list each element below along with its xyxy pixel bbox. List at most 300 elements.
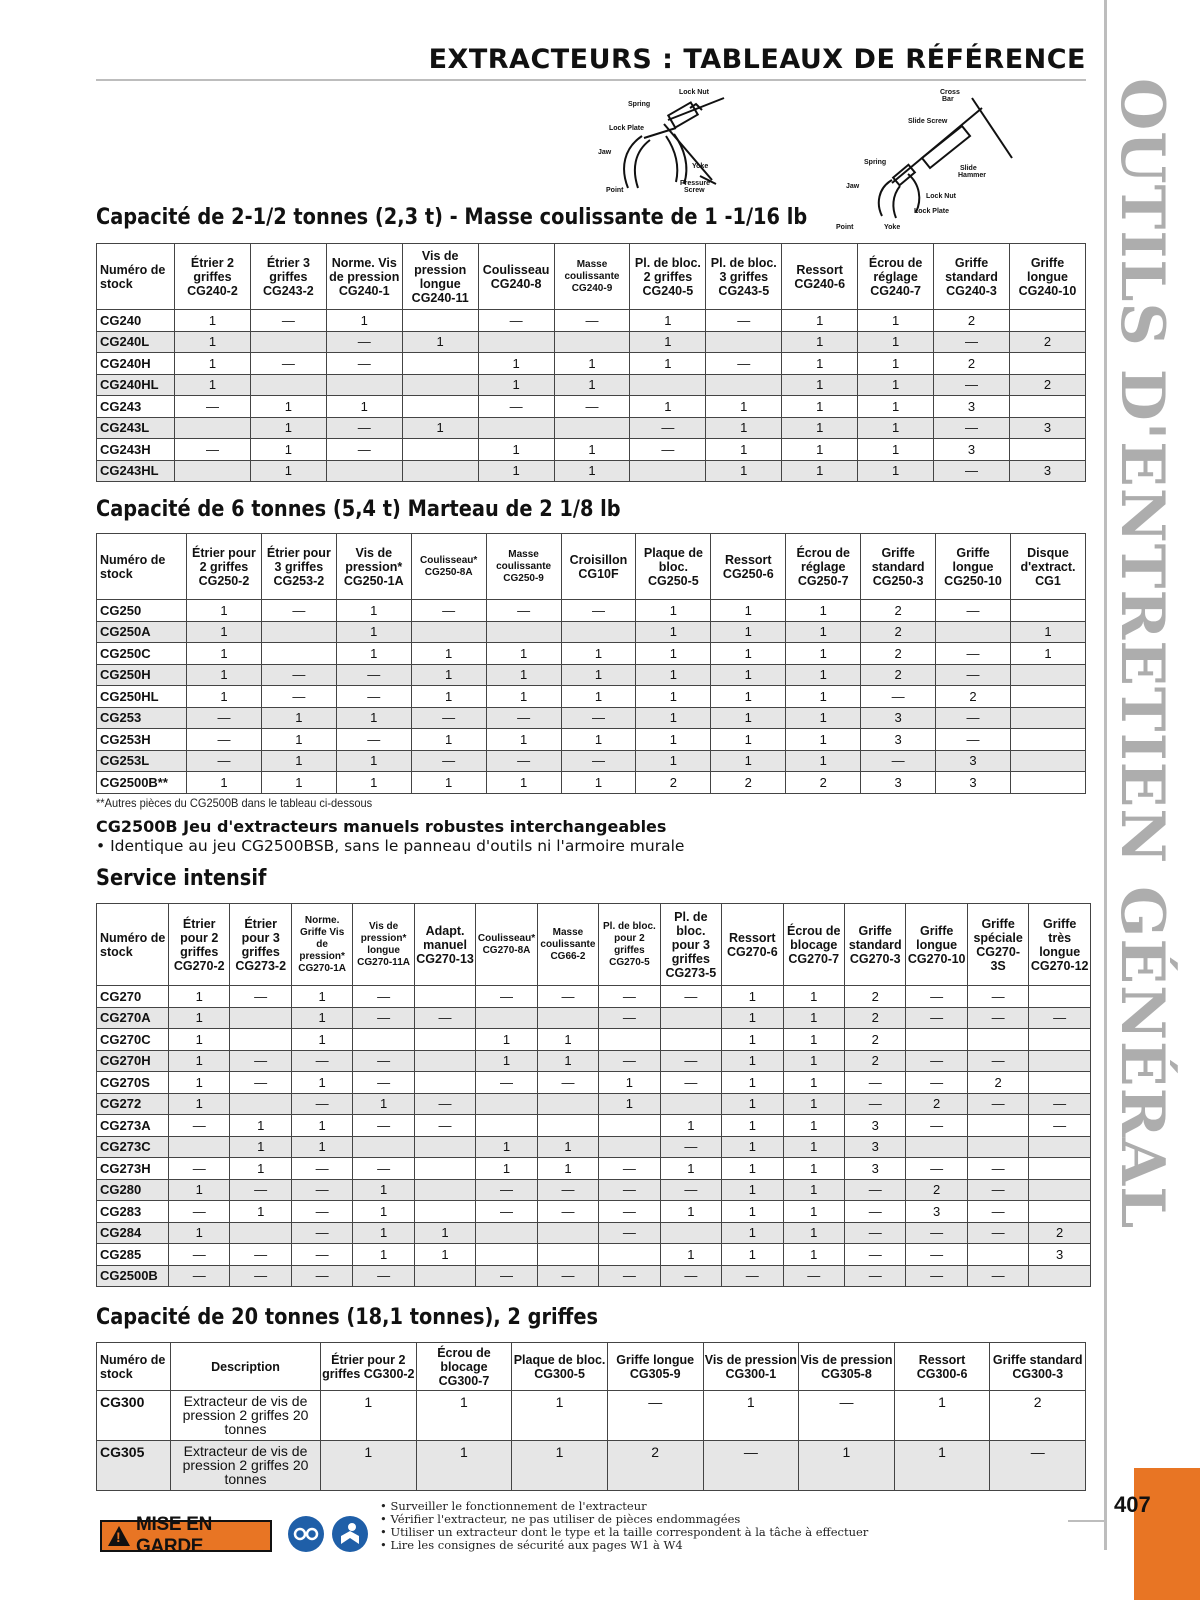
- table-row: [97, 1093, 1091, 1115]
- table-6-ton: [96, 533, 1086, 794]
- label-yoke: Yoke: [884, 224, 901, 231]
- table-row: [97, 331, 1086, 353]
- label-cross-bar-1: Cross: [940, 89, 960, 96]
- quantity-cell: 1: [782, 439, 858, 461]
- column-header: Griffe spéciale CG270-3S: [967, 904, 1028, 986]
- quantity-cell: 3: [844, 1136, 905, 1158]
- quantity-cell: —: [660, 1050, 721, 1072]
- quantity-cell: —: [353, 1007, 414, 1029]
- quantity-cell: —: [230, 1179, 291, 1201]
- table-row: [97, 1136, 1091, 1158]
- column-header: Numéro de stock: [97, 1343, 171, 1391]
- quantity-cell: —: [476, 986, 537, 1008]
- quantity-cell: —: [967, 986, 1028, 1008]
- quantity-cell: 1: [782, 417, 858, 439]
- quantity-cell: 1: [169, 986, 230, 1008]
- quantity-cell: —: [291, 1201, 352, 1223]
- safety-note: • Vérifier l'extracteur, ne pas utiliser de pièces endommagées: [380, 1513, 868, 1526]
- quantity-cell: 3: [1009, 460, 1085, 482]
- quantity-cell: 1: [169, 1179, 230, 1201]
- quantity-cell: 1: [630, 353, 706, 375]
- label-spring: Spring: [864, 159, 887, 166]
- quantity-cell: 1: [512, 1441, 608, 1491]
- quantity-cell: 1: [783, 1093, 844, 1115]
- quantity-cell: —: [476, 1072, 537, 1094]
- quantity-cell: 3: [844, 1115, 905, 1137]
- quantity-cell: 1: [783, 1029, 844, 1051]
- quantity-cell: 1: [858, 331, 934, 353]
- quantity-cell: —: [353, 1115, 414, 1137]
- quantity-cell: 3: [906, 1201, 967, 1223]
- quantity-cell: —: [1029, 1007, 1091, 1029]
- quantity-cell: [660, 1093, 721, 1115]
- quantity-cell: —: [336, 686, 411, 708]
- table-row: [97, 750, 1086, 772]
- quantity-cell: —: [353, 1265, 414, 1287]
- quantity-cell: [402, 396, 478, 418]
- table-heavy-duty: [96, 903, 1091, 1287]
- quantity-cell: —: [326, 353, 402, 375]
- quantity-cell: —: [967, 1093, 1028, 1115]
- quantity-cell: [414, 1158, 475, 1180]
- quantity-cell: 1: [187, 664, 262, 686]
- column-header: Coulisseau* CG270-8A: [476, 904, 537, 986]
- footnote-cg2500b: **Autres pièces du CG2500B dans le tableau ci-dessous: [96, 796, 373, 810]
- stock-number-cell: CG250: [97, 600, 187, 622]
- quantity-cell: 2: [711, 772, 786, 794]
- quantity-cell: 1: [169, 1007, 230, 1029]
- quantity-cell: 1: [291, 1115, 352, 1137]
- quantity-cell: 1: [414, 1244, 475, 1266]
- quantity-cell: —: [187, 750, 262, 772]
- quantity-cell: [486, 621, 561, 643]
- quantity-cell: —: [934, 460, 1010, 482]
- quantity-cell: [1009, 310, 1085, 332]
- section-title-6-ton: Capacité de 6 tonnes (5,4 t) Marteau de 2 1/8 lb: [96, 497, 621, 522]
- quantity-cell: —: [906, 1050, 967, 1072]
- quantity-cell: [402, 439, 478, 461]
- table-row: [97, 600, 1086, 622]
- quantity-cell: —: [599, 1050, 660, 1072]
- quantity-cell: 2: [636, 772, 711, 794]
- quantity-cell: [554, 331, 630, 353]
- quantity-cell: —: [906, 1158, 967, 1180]
- quantity-cell: —: [169, 1115, 230, 1137]
- quantity-cell: [630, 460, 706, 482]
- table-row: [97, 1201, 1091, 1223]
- quantity-cell: —: [250, 353, 326, 375]
- quantity-cell: —: [175, 439, 251, 461]
- warning-triangle-icon: [108, 1526, 130, 1546]
- quantity-cell: [476, 1244, 537, 1266]
- column-header: Plaque de bloc. CG300-5: [512, 1343, 608, 1391]
- quantity-cell: —: [967, 1265, 1028, 1287]
- quantity-cell: 1: [554, 353, 630, 375]
- quantity-cell: [414, 1072, 475, 1094]
- quantity-cell: 3: [1009, 417, 1085, 439]
- column-header: Numéro de stock: [97, 904, 169, 986]
- table-row: [97, 643, 1086, 665]
- quantity-cell: 1: [250, 396, 326, 418]
- quantity-cell: 2: [1009, 331, 1085, 353]
- column-header: Étrier 3 griffes CG243-2: [250, 244, 326, 310]
- table-row: [97, 1158, 1091, 1180]
- quantity-cell: 1: [782, 460, 858, 482]
- stock-number-cell: CG250A: [97, 621, 187, 643]
- quantity-cell: 1: [537, 1158, 598, 1180]
- quantity-cell: [706, 374, 782, 396]
- quantity-cell: 1: [660, 1244, 721, 1266]
- quantity-cell: —: [660, 1179, 721, 1201]
- quantity-cell: 1: [486, 664, 561, 686]
- quantity-cell: —: [844, 1244, 905, 1266]
- quantity-cell: 1: [261, 707, 336, 729]
- column-header: Masse coulissante CG66-2: [537, 904, 598, 986]
- quantity-cell: —: [934, 331, 1010, 353]
- quantity-cell: —: [630, 439, 706, 461]
- quantity-cell: —: [291, 1222, 352, 1244]
- quantity-cell: 3: [861, 772, 936, 794]
- quantity-cell: 1: [786, 621, 861, 643]
- puller-diagram-1: [598, 88, 754, 200]
- quantity-cell: [1029, 1179, 1091, 1201]
- quantity-cell: 1: [561, 772, 636, 794]
- column-header: Vis de pression CG305-8: [799, 1343, 895, 1391]
- quantity-cell: [261, 621, 336, 643]
- quantity-cell: —: [906, 1265, 967, 1287]
- quantity-cell: 1: [291, 1007, 352, 1029]
- quantity-cell: 1: [537, 1136, 598, 1158]
- quantity-cell: [402, 353, 478, 375]
- table-row: [97, 1072, 1091, 1094]
- quantity-cell: —: [169, 1265, 230, 1287]
- quantity-cell: —: [599, 1265, 660, 1287]
- quantity-cell: 1: [353, 1244, 414, 1266]
- quantity-cell: [599, 1115, 660, 1137]
- stock-number-cell: CG240: [97, 310, 175, 332]
- stock-number-cell: CG285: [97, 1244, 169, 1266]
- quantity-cell: —: [537, 986, 598, 1008]
- quantity-cell: 1: [561, 664, 636, 686]
- column-header: Coulisseau* CG250-8A: [411, 534, 486, 600]
- table-row: [97, 439, 1086, 461]
- quantity-cell: [599, 1244, 660, 1266]
- column-header: Pl. de bloc. pour 2 griffes CG270-5: [599, 904, 660, 986]
- quantity-cell: —: [936, 707, 1011, 729]
- quantity-cell: 2: [1009, 374, 1085, 396]
- quantity-cell: 2: [607, 1441, 703, 1491]
- column-header: Ressort CG240-6: [782, 244, 858, 310]
- quantity-cell: 1: [353, 1222, 414, 1244]
- quantity-cell: 1: [630, 331, 706, 353]
- quantity-cell: 1: [894, 1391, 990, 1441]
- stock-number-cell: CG270S: [97, 1072, 169, 1094]
- table-row: [97, 986, 1091, 1008]
- column-header: Ressort CG270-6: [722, 904, 783, 986]
- kit-bullet: • Identique au jeu CG2500BSB, sans le panneau d'outils ni l'armoire murale: [96, 837, 685, 855]
- quantity-cell: [169, 1136, 230, 1158]
- label-point: Point: [606, 187, 624, 194]
- quantity-cell: [1029, 986, 1091, 1008]
- quantity-cell: [230, 1007, 291, 1029]
- quantity-cell: —: [861, 750, 936, 772]
- quantity-cell: 1: [782, 353, 858, 375]
- quantity-cell: 1: [786, 664, 861, 686]
- quantity-cell: 1: [561, 729, 636, 751]
- quantity-cell: 2: [861, 600, 936, 622]
- column-header: Griffe très longue CG270-12: [1029, 904, 1091, 986]
- table-2-5-ton: [96, 243, 1086, 482]
- safety-goggles-icon: [288, 1516, 324, 1552]
- table-row: [97, 686, 1086, 708]
- table-row: [97, 1244, 1091, 1266]
- quantity-cell: 1: [783, 1158, 844, 1180]
- quantity-cell: 1: [711, 750, 786, 772]
- quantity-cell: —: [336, 729, 411, 751]
- quantity-cell: [1010, 729, 1085, 751]
- quantity-cell: 1: [230, 1136, 291, 1158]
- quantity-cell: 1: [187, 600, 262, 622]
- quantity-cell: —: [706, 353, 782, 375]
- quantity-cell: —: [414, 1115, 475, 1137]
- quantity-cell: 1: [722, 1115, 783, 1137]
- table-row: [97, 772, 1086, 794]
- quantity-cell: —: [353, 1072, 414, 1094]
- column-header: Griffe standard CG240-3: [934, 244, 1010, 310]
- quantity-cell: —: [936, 643, 1011, 665]
- quantity-cell: 3: [934, 396, 1010, 418]
- quantity-cell: [1029, 1201, 1091, 1223]
- quantity-cell: —: [783, 1265, 844, 1287]
- quantity-cell: 2: [861, 643, 936, 665]
- quantity-cell: [906, 1029, 967, 1051]
- quantity-cell: 1: [722, 1179, 783, 1201]
- safety-note: • Lire les consignes de sécurité aux pages W1 à W4: [380, 1539, 868, 1552]
- quantity-cell: 1: [187, 643, 262, 665]
- quantity-cell: 1: [783, 1115, 844, 1137]
- label-slide-screw: Slide Screw: [908, 118, 948, 125]
- table-row: [97, 707, 1086, 729]
- quantity-cell: [476, 1222, 537, 1244]
- column-header: Vis de pression* longue CG270-11A: [353, 904, 414, 986]
- quantity-cell: 1: [336, 600, 411, 622]
- column-header: Étrier pour 3 griffes CG253-2: [261, 534, 336, 600]
- label-yoke: Yoke: [692, 163, 709, 170]
- stock-number-cell: CG243: [97, 396, 175, 418]
- quantity-cell: —: [599, 1222, 660, 1244]
- quantity-cell: 1: [782, 396, 858, 418]
- quantity-cell: [476, 1007, 537, 1029]
- column-header: Étrier pour 2 griffes CG250-2: [187, 534, 262, 600]
- stock-number-cell: CG283: [97, 1201, 169, 1223]
- label-lock-plate: Lock Plate: [914, 208, 950, 215]
- quantity-cell: —: [561, 707, 636, 729]
- quantity-cell: 1: [175, 353, 251, 375]
- quantity-cell: [230, 1093, 291, 1115]
- quantity-cell: 1: [636, 729, 711, 751]
- stock-number-cell: CG253: [97, 707, 187, 729]
- quantity-cell: 1: [512, 1391, 608, 1441]
- column-header: Griffe longue CG250-10: [936, 534, 1011, 600]
- quantity-cell: —: [291, 1093, 352, 1115]
- label-slide-hammer-2: Hammer: [958, 172, 987, 179]
- quantity-cell: [1029, 1265, 1091, 1287]
- quantity-cell: 1: [858, 353, 934, 375]
- column-header: Étrier pour 3 griffes CG273-2: [230, 904, 291, 986]
- quantity-cell: [967, 1244, 1028, 1266]
- quantity-cell: 1: [411, 729, 486, 751]
- stock-number-cell: CG270: [97, 986, 169, 1008]
- column-header: Griffe standard CG270-3: [844, 904, 905, 986]
- table-row: [97, 1029, 1091, 1051]
- quantity-cell: 1: [169, 1093, 230, 1115]
- quantity-cell: 2: [906, 1179, 967, 1201]
- stock-number-cell: CG253H: [97, 729, 187, 751]
- quantity-cell: [1010, 686, 1085, 708]
- quantity-cell: —: [599, 1158, 660, 1180]
- quantity-cell: 1: [250, 460, 326, 482]
- stock-number-cell: CG305: [97, 1441, 171, 1491]
- stock-number-cell: CG300: [97, 1391, 171, 1441]
- quantity-cell: —: [934, 417, 1010, 439]
- quantity-cell: 1: [476, 1158, 537, 1180]
- quantity-cell: 1: [706, 439, 782, 461]
- table-row: [97, 1179, 1091, 1201]
- column-header: Vis de pression* CG250-1A: [336, 534, 411, 600]
- quantity-cell: [414, 1265, 475, 1287]
- quantity-cell: —: [250, 310, 326, 332]
- quantity-cell: 1: [783, 1179, 844, 1201]
- label-point: Point: [836, 224, 854, 231]
- quantity-cell: —: [291, 1158, 352, 1180]
- quantity-cell: 1: [1010, 621, 1085, 643]
- quantity-cell: —: [486, 750, 561, 772]
- quantity-cell: 1: [711, 600, 786, 622]
- quantity-cell: —: [599, 1179, 660, 1201]
- quantity-cell: [599, 1029, 660, 1051]
- quantity-cell: —: [353, 1050, 414, 1072]
- quantity-cell: —: [169, 1158, 230, 1180]
- quantity-cell: —: [291, 1244, 352, 1266]
- quantity-cell: [660, 1222, 721, 1244]
- quantity-cell: 1: [261, 750, 336, 772]
- quantity-cell: —: [537, 1201, 598, 1223]
- quantity-cell: —: [353, 1158, 414, 1180]
- stock-number-cell: CG270A: [97, 1007, 169, 1029]
- quantity-cell: —: [906, 986, 967, 1008]
- quantity-cell: 1: [291, 986, 352, 1008]
- quantity-cell: 1: [711, 664, 786, 686]
- quantity-cell: 1: [786, 686, 861, 708]
- quantity-cell: [250, 331, 326, 353]
- quantity-cell: [476, 1115, 537, 1137]
- quantity-cell: [414, 1029, 475, 1051]
- stock-number-cell: CG243HL: [97, 460, 175, 482]
- quantity-cell: 1: [722, 1007, 783, 1029]
- quantity-cell: —: [906, 1072, 967, 1094]
- quantity-cell: 3: [934, 439, 1010, 461]
- stock-number-cell: CG2500B: [97, 1265, 169, 1287]
- quantity-cell: 1: [326, 396, 402, 418]
- quantity-cell: 1: [858, 310, 934, 332]
- read-manual-icon: [332, 1516, 368, 1552]
- stock-number-cell: CG273H: [97, 1158, 169, 1180]
- quantity-cell: [537, 1244, 598, 1266]
- quantity-cell: 1: [636, 621, 711, 643]
- quantity-cell: 1: [783, 1244, 844, 1266]
- quantity-cell: [967, 1029, 1028, 1051]
- table-row: [97, 310, 1086, 332]
- quantity-cell: —: [476, 1201, 537, 1223]
- stock-number-cell: CG240L: [97, 331, 175, 353]
- quantity-cell: 1: [175, 374, 251, 396]
- quantity-cell: 1: [169, 1222, 230, 1244]
- quantity-cell: —: [967, 1222, 1028, 1244]
- quantity-cell: 1: [250, 439, 326, 461]
- quantity-cell: —: [187, 707, 262, 729]
- quantity-cell: —: [934, 374, 1010, 396]
- quantity-cell: —: [906, 1007, 967, 1029]
- column-header: Pl. de bloc. 2 griffes CG240-5: [630, 244, 706, 310]
- quantity-cell: [414, 1179, 475, 1201]
- quantity-cell: —: [230, 1265, 291, 1287]
- quantity-cell: —: [599, 1007, 660, 1029]
- quantity-cell: [1029, 1050, 1091, 1072]
- quantity-cell: 2: [1029, 1222, 1091, 1244]
- quantity-cell: 2: [844, 1050, 905, 1072]
- column-header: Vis de pression CG300-1: [703, 1343, 799, 1391]
- quantity-cell: 1: [630, 396, 706, 418]
- quantity-cell: [476, 1093, 537, 1115]
- quantity-cell: [230, 1222, 291, 1244]
- quantity-cell: —: [967, 1007, 1028, 1029]
- quantity-cell: 1: [175, 331, 251, 353]
- quantity-cell: 1: [336, 750, 411, 772]
- quantity-cell: [230, 1029, 291, 1051]
- quantity-cell: 1: [722, 1136, 783, 1158]
- table-row: [97, 1115, 1091, 1137]
- quantity-cell: 2: [861, 621, 936, 643]
- quantity-cell: 2: [934, 353, 1010, 375]
- stock-number-cell: CG2500B**: [97, 772, 187, 794]
- quantity-cell: —: [844, 1201, 905, 1223]
- column-header: Pl. de bloc. 3 griffes CG243-5: [706, 244, 782, 310]
- table-20-ton: [96, 1342, 1086, 1491]
- quantity-cell: [414, 986, 475, 1008]
- quantity-cell: 1: [169, 1050, 230, 1072]
- quantity-cell: [353, 1029, 414, 1051]
- quantity-cell: [414, 1050, 475, 1072]
- column-header: Griffe longue CG240-10: [1009, 244, 1085, 310]
- stock-number-cell: CG250HL: [97, 686, 187, 708]
- quantity-cell: 1: [722, 1093, 783, 1115]
- quantity-cell: 1: [561, 643, 636, 665]
- quantity-cell: [537, 1007, 598, 1029]
- quantity-cell: 1: [782, 310, 858, 332]
- quantity-cell: —: [967, 1050, 1028, 1072]
- quantity-cell: —: [660, 1265, 721, 1287]
- quantity-cell: 1: [660, 1115, 721, 1137]
- quantity-cell: 3: [844, 1158, 905, 1180]
- quantity-cell: 2: [936, 686, 1011, 708]
- label-pressure-screw-2: Screw: [684, 187, 705, 194]
- table-row: [97, 1391, 1086, 1441]
- quantity-cell: —: [476, 1179, 537, 1201]
- quantity-cell: [402, 460, 478, 482]
- quantity-cell: 2: [861, 664, 936, 686]
- quantity-cell: [906, 1136, 967, 1158]
- quantity-cell: 1: [858, 460, 934, 482]
